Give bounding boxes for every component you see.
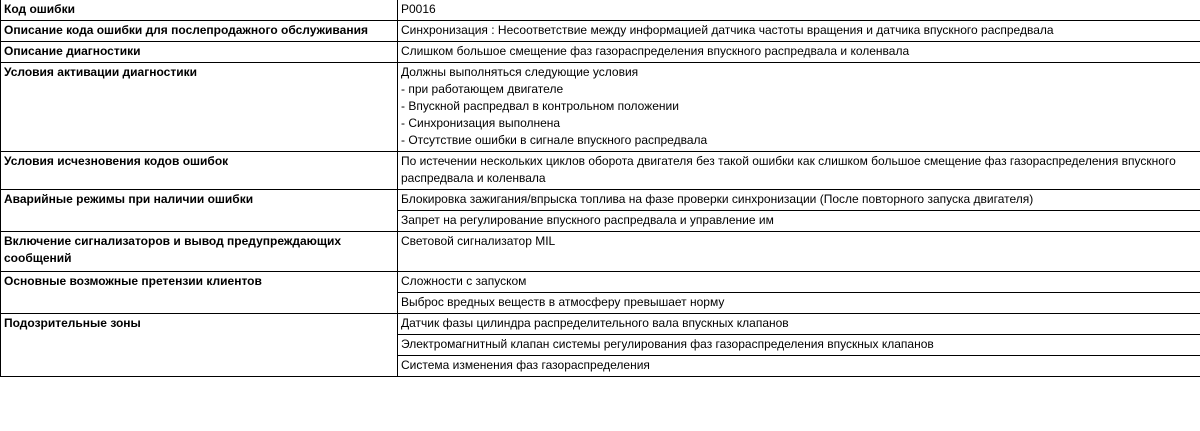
row-value: Запрет на регулирование впускного распредвала и управление им	[398, 211, 1200, 232]
row-label: Включение сигнализаторов и вывод предупреждающих сообщений	[1, 232, 398, 272]
row-value: Датчик фазы цилиндра распределительного вала впускных клапанов	[398, 314, 1200, 335]
row-value: Слишком большое смещение фаз газораспределения впускного распредвала и коленвала	[398, 42, 1200, 63]
row-label: Подозрительные зоны	[1, 314, 398, 377]
row-value: P0016	[398, 0, 1200, 21]
row-label: Условия исчезновения кодов ошибок	[1, 152, 398, 190]
condition-line: - Синхронизация выполнена	[401, 116, 561, 130]
table-row-diagnostic-description	[1, 42, 1200, 63]
row-value: Блокировка зажигания/впрыска топлива на фазе проверки синхронизации (После повторного запуска двигателя)	[398, 190, 1200, 211]
table-row-aftersales-description	[1, 21, 1200, 42]
row-label: Условия активации диагностики	[1, 63, 398, 152]
row-label: Описание кода ошибки для послепродажного обслуживания	[1, 21, 398, 42]
condition-line: - Отсутствие ошибки в сигнале впускного распредвала	[401, 133, 708, 147]
table-row-warning-indicators	[1, 232, 1200, 272]
row-value: Система изменения фаз газораспределения	[398, 356, 1200, 377]
row-value: Сложности с запуском	[398, 272, 1200, 293]
table-row-customer-complaints	[1, 272, 1200, 293]
row-value: Синхронизация : Несоответствие между информацией датчика частоты вращения и датчика впускного распредвала	[398, 21, 1200, 42]
condition-line: Должны выполняться следующие условия	[401, 65, 639, 79]
row-value: По истечении нескольких циклов оборота двигателя без такой ошибки как слишком большое смещение фаз газораспределения впускного распредвала и коленвала	[398, 152, 1200, 190]
table-row-clearing-conditions	[1, 152, 1200, 190]
row-label: Код ошибки	[1, 0, 398, 21]
table-row-error-code	[1, 0, 1200, 21]
table-row-activation-conditions	[1, 63, 1200, 152]
condition-line: - при работающем двигателе	[401, 82, 564, 96]
row-value: Выброс вредных веществ в атмосферу превышает норму	[398, 293, 1200, 314]
condition-line: - Впускной распредвал в контрольном положении	[401, 99, 679, 113]
row-value: Световой сигнализатор MIL	[398, 232, 1200, 272]
table-row-suspect-areas	[1, 314, 1200, 335]
row-value	[398, 63, 1200, 152]
row-value: Электромагнитный клапан системы регулирования фаз газораспределения впускных клапанов	[398, 335, 1200, 356]
row-label: Основные возможные претензии клиентов	[1, 272, 398, 314]
row-label: Описание диагностики	[1, 42, 398, 63]
table-row-failsafe-modes	[1, 190, 1200, 211]
row-label: Аварийные режимы при наличии ошибки	[1, 190, 398, 232]
